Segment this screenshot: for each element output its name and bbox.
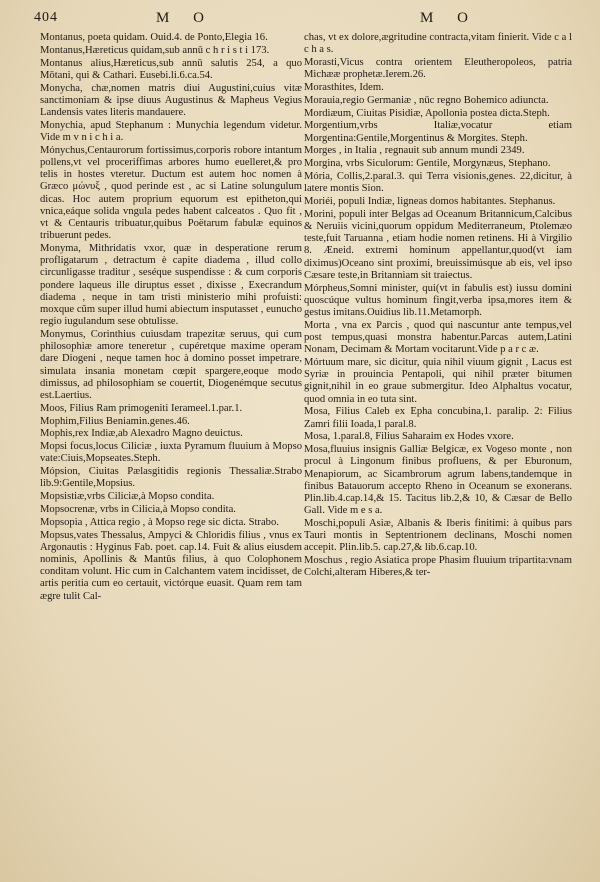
dictionary-entry: Monymus, Corinthius cuiusdam trapezitæ seruus, qui cum philosophiæ amore teneretur , cupéretque maxime operam dare Diogeni , neque tamen hoc à domino posset impetrare, simulata insania monetam cœpit spargere,eoque modo dimissus, ad philosophiam se couertit, Diogenémque secutus est.Laertius. [40,329,302,402]
left-running-head: M O [156,10,214,26]
dictionary-entry: Moschi,populi Asiæ, Albanis & Iberis finitimi: à quibus pars Tauri montis in Septentrionem declinans, Moschi nomen accepit. Plin.lib.5. cap.27,& lib.6.cap.10. [304,518,572,554]
dictionary-entry: Moriéi, populi Indiæ, ligneas domos habitantes. Stephanus. [304,195,556,207]
dictionary-entry: Moos, Filius Ram primogeniti Ierameel.1.par.1. [40,402,243,414]
dictionary-entry: Morgentium,vrbs Italiæ,vocatur etiam Morgentina:Gentile,Morgentinus & Morgites. Steph. [304,120,572,144]
dictionary-entry: Mophis,rex Indiæ,ab Alexadro Magno deuictus. [40,428,243,440]
dictionary-entry: Mopsus,vates Thessalus, Ampyci & Chloridis filius , vnus ex Argonautis : Hyginus Fab. poet. cap.14. Fuit & alius eiusdem nominis, Apollinis & Mantûs filius, à quo Colophonem conditam volunt. Hic cum in Calchantem vatem incidisset, de artis peritia cum eo certauit, victórque euasit. Quam rem tam ægre tulit Cal- [40,529,302,602]
dictionary-entry: Mopsi focus,locus Ciliciæ , iuxta Pyramum fluuium à Mopso vate:Ciuis,Mopseates.Steph. [40,441,302,465]
dictionary-entry: Mordiæum, Ciuitas Pisidiæ, Apollonia postea dicta.Steph. [304,107,550,119]
page-header [34,6,580,28]
dictionary-entry: Monycha, chæ,nomen matris diui Augustini,cuius vitæ sanctimoniam & ipse diuus Augustinus & Mapheus Vegius Landensis vates literis mandauere. [40,82,302,118]
dictionary-entry: Mophim,Filius Beniamin.genes.46. [40,415,190,427]
dictionary-entry: Mosa, Filius Caleb ex Epha concubina,1. paralip. 2: Filius Zamri filii Ioada,1 paral.8. [304,406,572,430]
right-running-head: M O [420,10,478,26]
dictionary-entry: Mónychus,Centaurorum fortissimus,corporis robore intantum pollens,vt vel proceriffimas arbores humo euelleret,& pro telis in hostes vteretur. Ductum est autem hoc nomen à Græco μώνυξ , quod perinde est , ac si Latine solungulum dicas. Hoc autem proprium equorum est epitheton,qui vnica,eáque solida vngula pedes habent calceatos . Quo fit , vt & Centauris tribuatur,quibus Poëtarum fabulæ equinos tribuerunt pedes. [40,144,302,242]
dictionary-entry: Monyma, Mithridatis vxor, quæ in desperatione rerum profligatarum , detractum è capite diadema , illud collo circunligasse traditur , seséque suspendisse : & cum corporis pondere laqueus ille diruptus esset , dixisse , Execrandum diadema , neque in tam tristi ministerio mihi profuisti: moxque cũm super illud humi abiectum insputasset , eunucho regio iugulandum sese obtulisse. [40,243,302,328]
dictionary-entry: Mória, Collis,2.paral.3. qui Terra visionis,genes. 22,dicitur, à latere montis Sion. [304,170,572,195]
dictionary-entry: Montanus,Hæreticus quidam,sub annū c h r i s t i 173. [40,44,270,56]
dictionary-entry: Mórtuum mare, sic dicitur, quia nihil viuum gignit , Lacus est Syriæ in prouincia Pentapoli, qui nihil præter bitumen gignit,nihil in eo grauе submergitur. Ideo Alphaltus vocatur, quod omnia in eo tuta sint. [304,357,572,405]
dictionary-entry: Monychia, apud Stephanum : Munychia legendum videtur. Vide m v n i c h i a. [40,119,302,143]
dictionary-entry: Montanus alius,Hæreticus,sub annū salutis 254, a quo Mōtani, qui & Cathari. Eusebi.li.6.ca.54. [40,57,302,81]
page-number: 404 [34,10,58,25]
dictionary-entry: Morges , in Italia , regnauit sub annum mundi 2349. [304,145,525,157]
dictionary-entry: Mórpheus,Somni minister, qui(vt in fabulis est) iussu domini quoscúque vultus hominum fingit,verba ipsa,mores item & gestus imitans.Ouidius lib.11.Metamorph. [304,282,572,318]
dictionary-entry: Moschus , regio Asiatica prope Phasim fluuium tripartita:vnam Colchi,alteram Hiberes,& ter- [304,555,572,579]
dictionary-entry: Morini, populi inter Belgas ad Oceanum Britannicum,Calcibus & Neruiis vicini,quorum oppidum Mediterraneum, Ptolemæo teste,fuit Taruanna , etiam hodie nomen retinens. Hi à Virgilio 8. Æneid. extremi hominum appellantur,quod(vt iam diximus)Oceano sint proximi, breuissimúsque ab eis, vel ipso Cæsare teste,in Britanniam sit traiectus. [304,208,572,281]
dictionary-entry: Morasthites, Idem. [304,82,384,93]
dictionary-entry: chas, vt ex dolore,ægritudine contracta,vitam finierit. Vide c a l c h a s. [304,32,572,56]
right-column [304,32,572,580]
dictionary-entry: Morauia,regio Germaniæ , nūc regno Bohemico adiuncta. [304,94,549,106]
dictionary-entry: Montanus, poeta quidam. Ouid.4. de Ponto,Elegia 16. [40,32,268,43]
dictionary-entry: Morgina, vrbs Siculorum: Gentile, Morgynæus, Stephano. [304,158,551,170]
dictionary-entry: Mopsocrenæ, vrbs in Cilicia,à Mopso condita. [40,504,236,516]
dictionary-entry: Mosa,fluuius insignis Galliæ Belgicæ, ex Vogeso monte , non procul à Lingonum finibus profluens, & per Eburonum, Menapiorum, ac Sicambrorum agrum labens,tandemque in finibus Batauorum accepto Rheno in Oceanum se exonerans. Plin.lib.4.cap.14,& 15. Tacitus lib.2,& 10, & Cæsar de Bello Gall. Vide m e s a. [304,444,572,517]
dictionary-entry: Mopsopia , Attica regio , à Mopso rege sic dicta. Strabo. [40,516,279,528]
dictionary-entry: Mopsistiæ,vrbs Ciliciæ,à Mopso condita. [40,491,215,503]
dictionary-entry: Morta , vna ex Parcis , quod qui nascuntur ante tempus,vel post tempus,quasi monstra habentur.Parcas autem,Latini Nonam, Decimam & Mortam vocitarunt.Vide p a r c æ. [304,319,572,356]
dictionary-entry: Mópsion, Ciuitas Pælasgitidis regionis Thessaliæ.Strabo lib.9:Gentile,Mopsius. [40,466,302,490]
dictionary-entry: Morasti,Vicus contra orientem Eleutheropoleos, patria Michææ prophetæ.Ierem.26. [304,57,572,81]
dictionary-entry: Mosa, 1.paral.8, Filius Saharaim ex Hodes vxore. [304,431,514,443]
left-column [40,32,302,603]
